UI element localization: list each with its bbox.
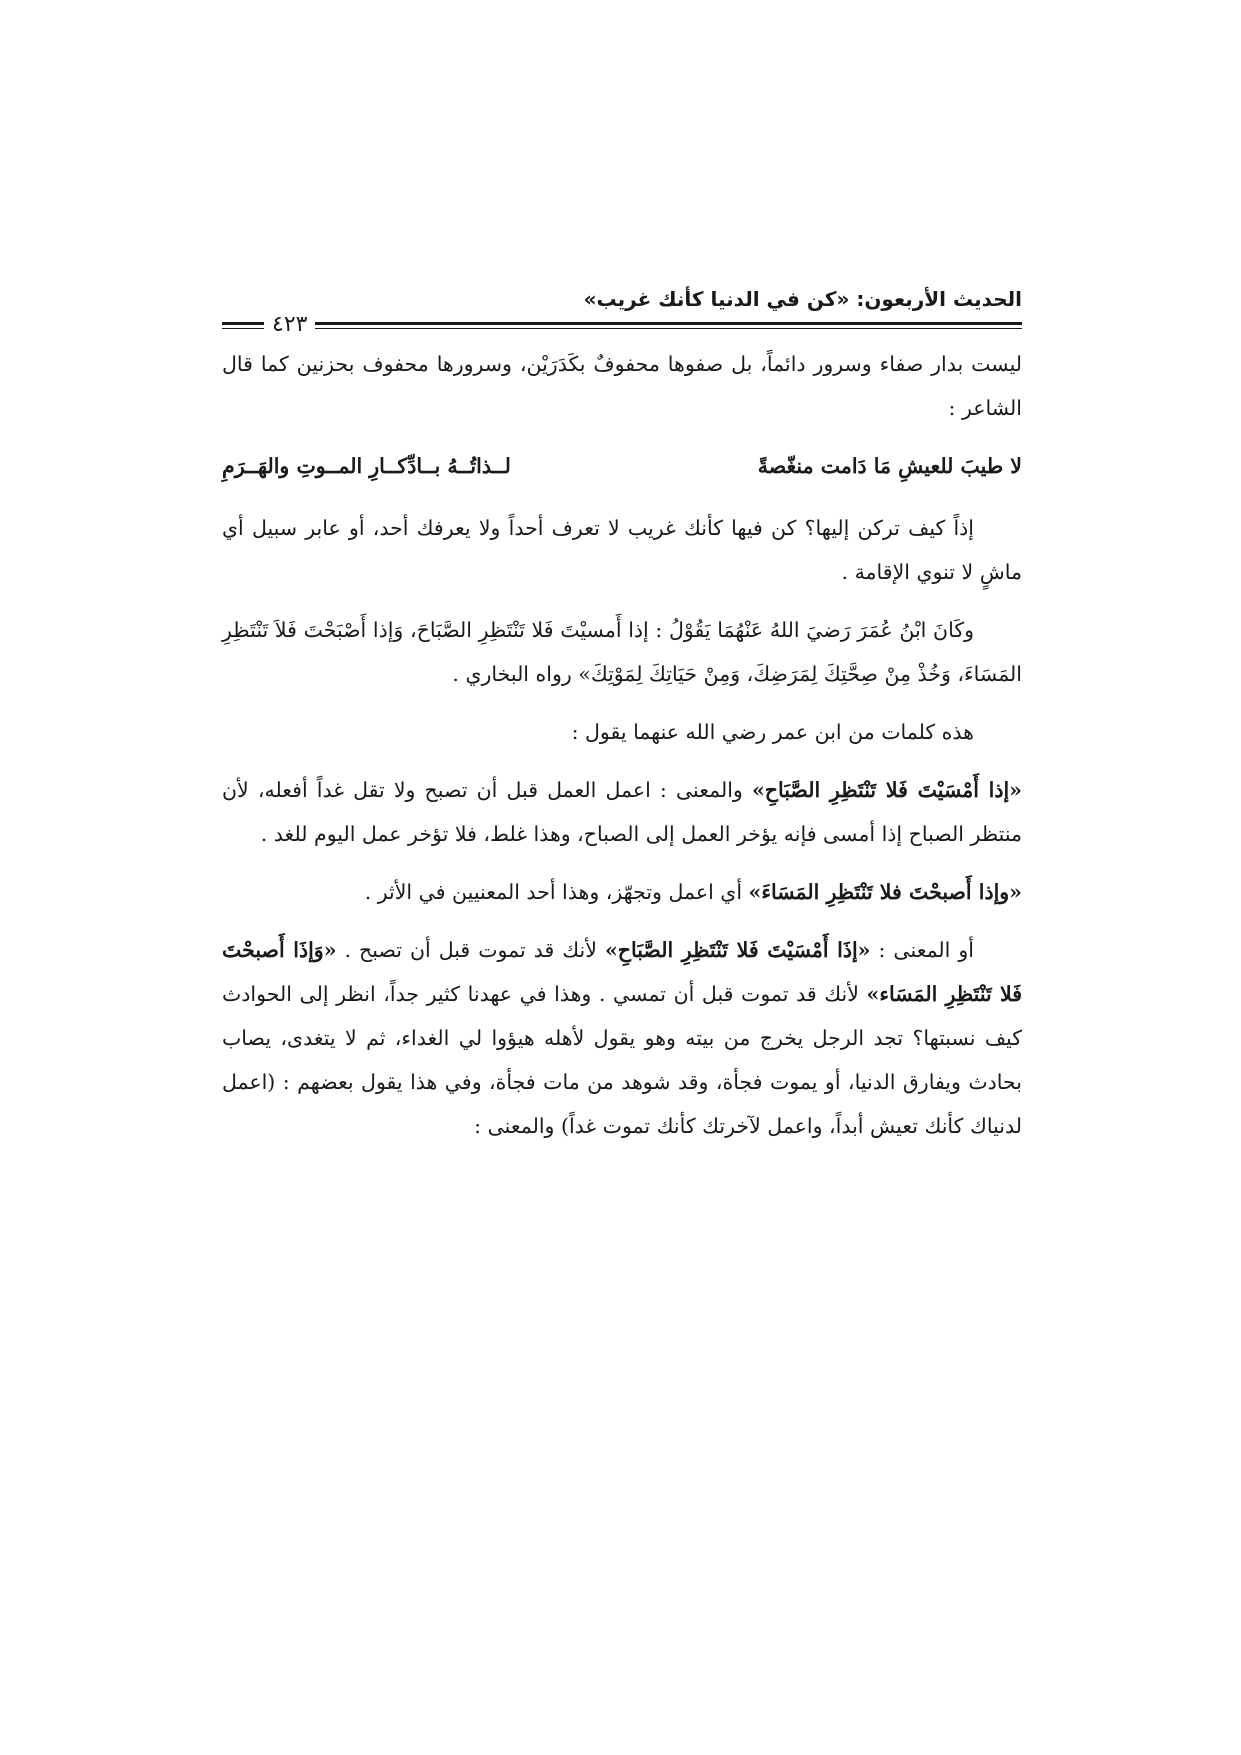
running-header [222, 282, 1022, 312]
poetry-verse [222, 444, 1022, 488]
paragraph-7 [222, 928, 1022, 1148]
header-rule-end [222, 322, 264, 329]
verse-first-hemistich: لا طيبَ للعيشِ مَا دَامت منغّصةً [757, 454, 1022, 478]
paragraph-4: هذه كلمات من ابن عمر رضي الله عنهما يقول : [571, 720, 974, 744]
paragraph-7-text: لأنك قد تموت قبل أن تمسي . وهذا في عهدنا كثير جداً، انظر إلى الحوادث كيف نسبتها؟ تجد الرجل يخرج من بيته وهو يقول لأهله هيؤوا لي الغداء، ثم لا يتغدى، يصاب بحادث ويفارق الدنيا، أو يموت فجأة، وقد شوهد من مات فجأة، وفي هذا يقول بعضهم : (اعمل لدنياك كأنك تعيش أبداً، واعمل لآخرتك كأنك تموت غداً) والمعنى : [222, 982, 1022, 1138]
paragraph-7-lead: أو المعنى : [870, 938, 974, 962]
paragraph-3: وكَانَ ابْنُ عُمَرَ رَضيَ اللهُ عَنْهُمَا يَقُوْلُ : إذا أَمسيْتَ فَلا تَنْتَظِرِ الصَّبَاحَ، وَإذا أَصْبَحْتَ فَلاَ تَنْتَظِرِ المَسَاءَ، وَخُذْ مِنْ صِحَّتِكَ لِمَرَضِكَ، وَمِنْ حَيَاتِكَ لِمَوْتِكَ» رواه البخاري . [222, 618, 1022, 686]
book-page [222, 282, 1022, 1162]
paragraph-7-mid: لأنك قد تموت قبل أن تصبح . [336, 938, 605, 962]
quote-evening: «إذا أَمْسَيْتَ فَلا تَنْتَظِرِ الصَّبَاحِ» [751, 778, 1022, 802]
verse-second-hemistich: لــذاتُــهُ بــادِّكــارِ المــوتِ والهَــرَمِ [222, 454, 511, 478]
paragraph-6-text: أي اعمل وتجهّز، وهذا أحد المعنيين في الأثر . [364, 880, 749, 904]
paragraph-5 [222, 768, 1022, 856]
body-text [222, 342, 1022, 1148]
quote-morning-2: «وَإذَا أَصبحْتَ فَلا تَنْتَظِرِ المَسَاء» [222, 938, 1022, 1006]
header-rule-line [315, 322, 1022, 329]
quote-evening-2: «إذَا أَمْسَيْتَ فَلا تَنْتَظِرِ الصَّبَاحِ» [604, 938, 871, 962]
paragraph-1: ليست بدار صفاء وسرور دائماً، بل صفوها محفوفٌ بكَدَرَيْن، وسرورها محفوف بحزنين كما قال الشاعر : [222, 352, 1022, 420]
quote-morning: «وإذا أَصبحْتَ فلا تَنْتَظِرِ المَسَاءَ» [748, 880, 1022, 904]
header-title: الحديث الأربعون: «كن في الدنيا كأنك غريب» [583, 287, 1022, 311]
paragraph-5-text: والمعنى : اعمل العمل قبل أن تصبح ولا تقل غداً أفعله، لأن منتظر الصباح إذا أمسى فإنه يؤخر العمل إلى الصباح، وهذا غلط، فلا تؤخر عمل اليوم للغد . [222, 778, 1022, 846]
paragraph-2: إذاً كيف تركن إليها؟ كن فيها كأنك غريب لا تعرف أحداً ولا يعرفك أحد، أو عابر سبيل أي ماشٍ لا تنوي الإقامة . [222, 516, 1022, 584]
paragraph-6 [222, 870, 1022, 914]
header-rule [222, 314, 1022, 336]
page-number: ٤٢٣ [272, 312, 308, 337]
